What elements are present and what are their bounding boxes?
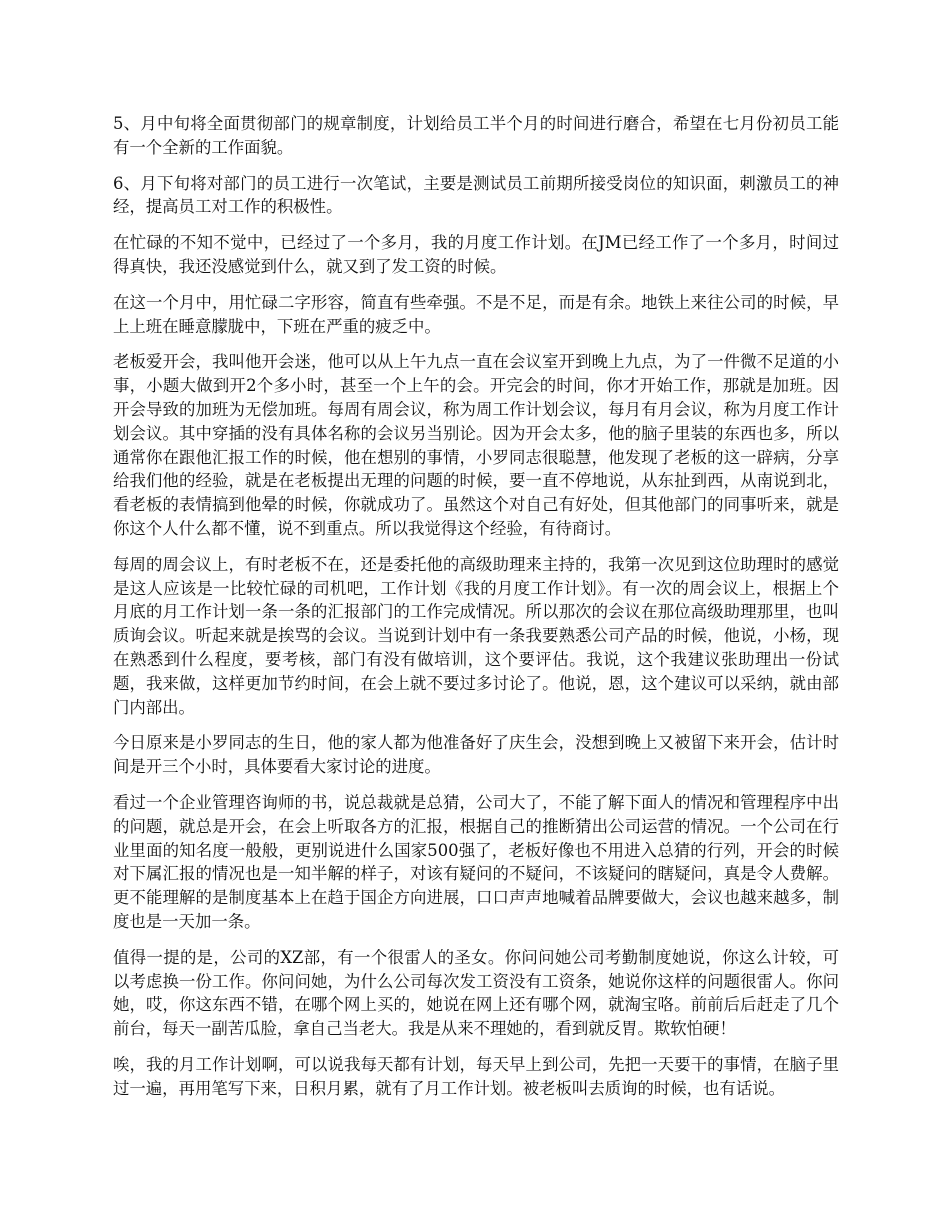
paragraph-5: 老板爱开会，我叫他开会迷，他可以从上午九点一直在会议室开到晚上九点，为了一件微不足道的小事，小题大做到开2个多小时，甚至一个上午的会。开完会的时间，你才开始工作，那就是加班。因开会导致的加班为无偿加班。每周有周会议，称为周工作计划会议，每月有月会议，称为月度工作计划会议。其中穿插的没有具体名称的会议另当别论。因为开会太多，他的脑子里装的东西也多，所以通常你在跟他汇报工作的时候，他在想别的事情，小罗同志很聪慧，他发现了老板的这一辟病，分享给我们他的经验，就是在老板提出无理的问题的时候，要一直不停地说，从东扯到西，从南说到北，看老板的表情搞到他晕的时候，你就成功了。虽然这个对自己有好处，但其他部门的同事听来，就是你这个人什么都不懂，说不到重点。所以我觉得这个经验，有待商讨。 xyxy=(113,352,839,538)
paragraph-8: 看过一个企业管理咨询师的书，说总裁就是总猜，公司大了，不能了解下面人的情况和管理程序中出的问题，就总是开会，在会上听取各方的汇报，根据自己的推断猜出公司运营的情况。一个公司在行业里面的知名度一般般，更别说进什么国家500强了，老板好像也不用进入总猜的行列，开会的时候对下属汇报的情况也是一知半解的样子，对该有疑问的不疑问，不该疑问的瞎疑问，真是令人费解。更不能理解的是制度基本上在趋于国企方向进展，口口声声地喊着品牌要做大，会议也越来越多，制度也是一天加一条。 xyxy=(113,792,839,931)
paragraph-2: 6、月下旬将对部门的员工进行一次笔试，主要是测试员工前期所接受岗位的知识面，刺激员工的神经，提高员工对工作的积极性。 xyxy=(113,173,839,217)
paragraph-4: 在这一个月中，用忙碌二字形容，简直有些牵强。不是不足，而是有余。地铁上来往公司的时候，早上上班在睡意朦胧中，下班在严重的疲乏中。 xyxy=(113,292,839,336)
paragraph-3: 在忙碌的不知不觉中，已经过了一个多月，我的月度工作计划。在JM已经工作了一个多月，时间过得真快，我还没感觉到什么，就又到了发工资的时候。 xyxy=(113,233,839,276)
document-body xyxy=(113,112,839,1112)
paragraph-6: 每周的周会议上，有时老板不在，还是委托他的高级助理来主持的，我第一次见到这位助理时的感觉是这人应该是一比较忙碌的司机吧，工作计划《我的月度工作计划》。有一次的周会议上，根据上个月底的月工作计划一条一条的汇报部门的工作完成情况。所以那次的会议在那位高级助理那里，也叫质询会议。听起来就是挨骂的会议。当说到计划中有一条我要熟悉公司产品的时候，他说，小杨，现在熟悉到什么程度，要考核，部门有没有做培训，这个要评估。我说，这个我建议张助理出一份试题，我来做，这样更加节约时间，在会上就不要过多讨论了。他说，恩，这个建议可以采纳，就由部门内部出。 xyxy=(113,554,839,717)
paragraph-7: 今日原来是小罗同志的生日，他的家人都为他准备好了庆生会，没想到晚上又被留下来开会，估计时间是开三个小时，具体要看大家讨论的进度。 xyxy=(113,733,839,777)
paragraph-9: 值得一提的是，公司的XZ部，有一个很雷人的圣女。你问问她公司考勤制度她说，你这么计较，可以考虑换一份工作。你问问她，为什么公司每次发工资没有工资条，她说你这样的问题很雷人。你问她，哎，你这东西不错，在哪个网上买的，她说在网上还有哪个网，就淘宝咯。前前后后赶走了几个前台，每天一副苦瓜脸，拿自己当老大。我是从来不理她的，看到就反胃。欺软怕硬！ xyxy=(113,947,839,1039)
paragraph-1: 5、月中旬将全面贯彻部门的规章制度，计划给员工半个月的时间进行磨合，希望在七月份初员工能有一个全新的工作面貌。 xyxy=(113,114,839,157)
paragraph-10: 唉，我的月工作计划啊，可以说我每天都有计划，每天早上到公司，先把一天要干的事情，在脑子里过一遍，再用笔写下来，日积月累，就有了月工作计划。被老板叫去质询的时候，也有话说。 xyxy=(113,1054,839,1098)
